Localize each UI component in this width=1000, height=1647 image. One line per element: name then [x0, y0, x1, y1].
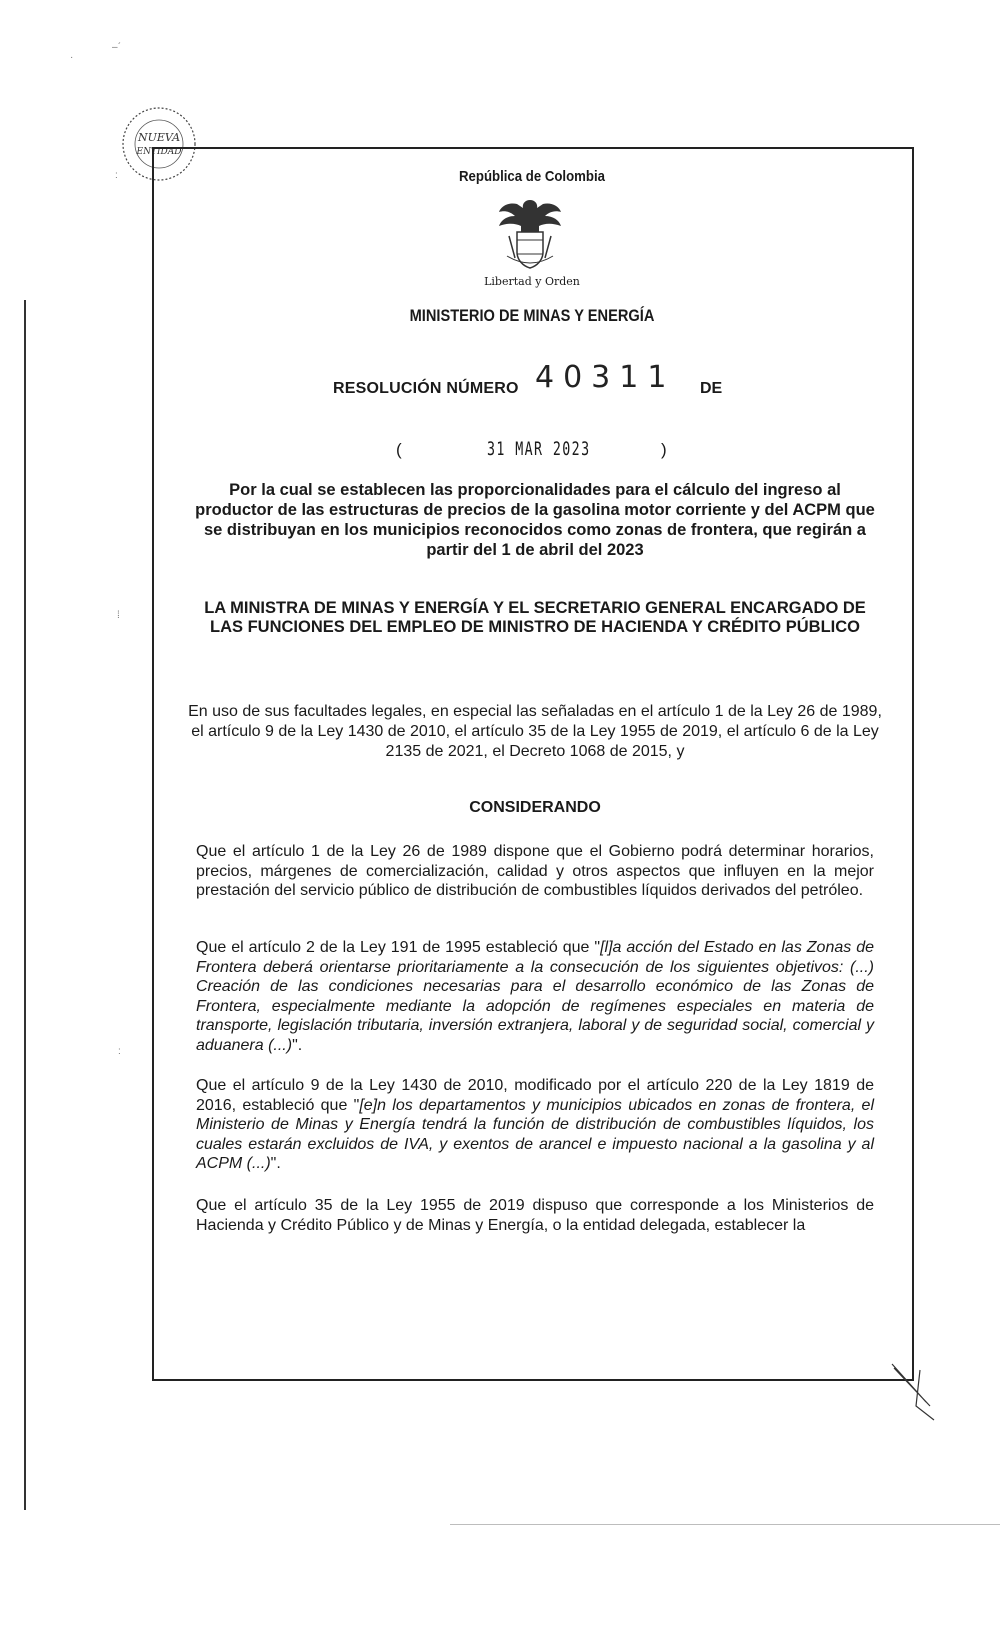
- date-close-paren: ): [661, 440, 667, 459]
- considerando-paragraph-1: Que el artículo 1 de la Ley 26 de 1989 dispone que el Gobierno podrá determinar horarios, precios, márgenes de comercialización, calidad y otros aspectos que influyen en la mejor prestación del servicio público de distribución de combustibles líquidos derivados del petróleo.: [196, 843, 874, 900]
- resolution-label: RESOLUCIÓN NÚMERO: [333, 380, 519, 397]
- date-open-paren: (: [396, 440, 402, 459]
- paragraph-2-lead: Que el artículo 2 de la Ley 191 de 1995 estableció que ": [196, 939, 601, 956]
- paragraph-3-lead: Que el artículo 9 de la Ley 1430 de 2010, modificado por el artículo 220 de la Ley 1819 de 2016, estableció que ": [196, 1077, 874, 1114]
- initial-mark: [890, 1362, 940, 1422]
- paragraph-3-end: ".: [270, 1155, 281, 1173]
- resolution-number: 40311: [535, 360, 676, 395]
- scan-bottom-line: [450, 1524, 1000, 1525]
- country-name: República de Colombia: [459, 168, 605, 185]
- paragraph-3-quote: [e]n los departamentos y municipios ubicados en zonas de frontera, el Ministerio de Minas y Energía tendrá la función de distribución de combustibles líquidos, los cuales estarán excluidos de IVA, y exentos de arancel e impuesto nacional a la gasolina y al ACPM (...): [196, 1096, 875, 1173]
- considerando-paragraph-3: [196, 1076, 874, 1174]
- margin-mark: :: [115, 170, 118, 181]
- legal-powers-paragraph: En uso de sus facultades legales, en especial las señaladas en el artículo 1 de la Ley 26 de 1989, el artículo 9 de la Ley 1430 de 2010, el artículo 35 de la Ley 1955 de 2019, el artículo 6 de la Ley 2135 de 2021, el Decreto 1068 de 2015, y: [188, 703, 882, 760]
- margin-mark: –ˊ: [112, 42, 121, 53]
- scan-margin-line: [24, 300, 26, 1510]
- resolution-de-label: DE: [700, 380, 723, 397]
- considerando-paragraph-4: Que el artículo 35 de la Ley 1955 de 2019 dispuso que corresponde a los Ministerios de Hacienda y Crédito Público y de Minas y Energía, o la entidad delegada, establecer la: [196, 1197, 874, 1234]
- considerando-paragraph-2: [196, 938, 874, 1056]
- paragraph-2-end: ".: [292, 1036, 303, 1054]
- issuing-authority: LA MINISTRA DE MINAS Y ENERGÍA Y EL SECRETARIO GENERAL ENCARGADO DE LAS FUNCIONES DEL EMPLEO DE MINISTRO DE HACIENDA Y CRÉDITO PÚBLICO: [204, 599, 866, 636]
- resolution-date: 31 MAR 2023: [487, 438, 591, 460]
- resolution-title: Por la cual se establecen las proporcionalidades para el cálculo del ingreso al productor de las estructuras de precios de la gasolina motor corriente y del ACPM que se distribuyan en los municipios reconocidos como zonas de frontera, que regirán a partir del 1 de abril del 2023: [195, 481, 875, 559]
- motto: Libertad y Orden: [484, 275, 580, 288]
- paragraph-2-quote: [l]a acción del Estado en las Zonas de Frontera deberá orientarse prioritariamente a la consecución de los siguientes objetivos: (...) Creación de las condiciones necesarias para el desarrollo económico de las Zonas de Frontera, especialmente mediante la adopción de regímenes especiales en materia de transporte, legislación tributaria, inversión extranjera, laboral y de seguridad social, comercial y aduanera (...): [196, 939, 875, 1054]
- considerando-heading: CONSIDERANDO: [469, 799, 601, 816]
- margin-mark: :: [118, 1046, 121, 1057]
- ministry-name: MINISTERIO DE MINAS Y ENERGÍA: [409, 306, 655, 325]
- svg-text:NUEVA: NUEVA: [137, 131, 181, 144]
- svg-text:ENTIDAD: ENTIDAD: [136, 147, 182, 157]
- margin-mark: ⁞: [117, 610, 120, 621]
- margin-mark: ·: [70, 52, 74, 63]
- coat-of-arms-icon: [495, 196, 565, 272]
